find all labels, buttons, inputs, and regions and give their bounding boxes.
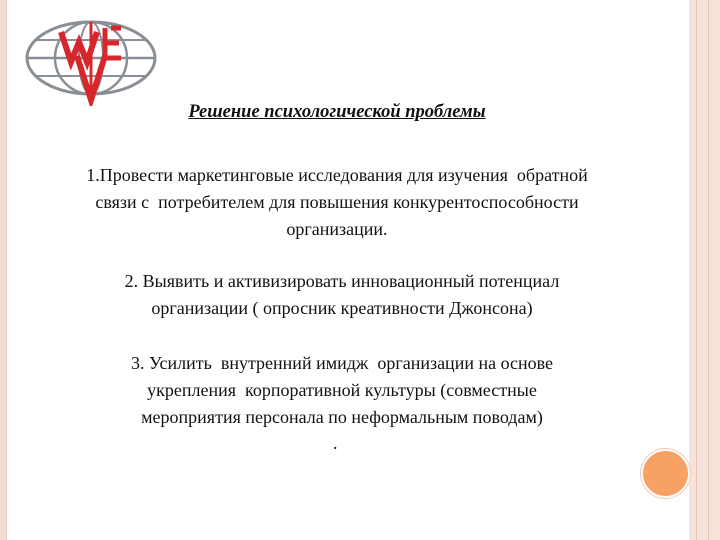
list-item-2: 2. Выявить и активизировать инновационный потенциал организации ( опросник креативности Джонсона) [124,271,560,318]
slide [6,0,691,540]
list-item-3: 3. Усилить внутренний имидж организации на основе укрепления корпоративной культуры (совместные мероприятия персонала по неформальным поводам) [130,353,554,427]
slide-title: Решение психологической проблемы [188,102,486,122]
decor-circle [641,449,690,498]
company-logo [21,18,161,106]
trailing-period: . [333,433,338,453]
list-item-1: 1.Провести маркетинговые исследования для изучения обратной связи с потребителем для повышения конкурентоспособности организации. [86,165,588,239]
right-decor-strip [689,0,720,540]
decor-line [708,0,709,540]
decor-line [696,0,697,540]
